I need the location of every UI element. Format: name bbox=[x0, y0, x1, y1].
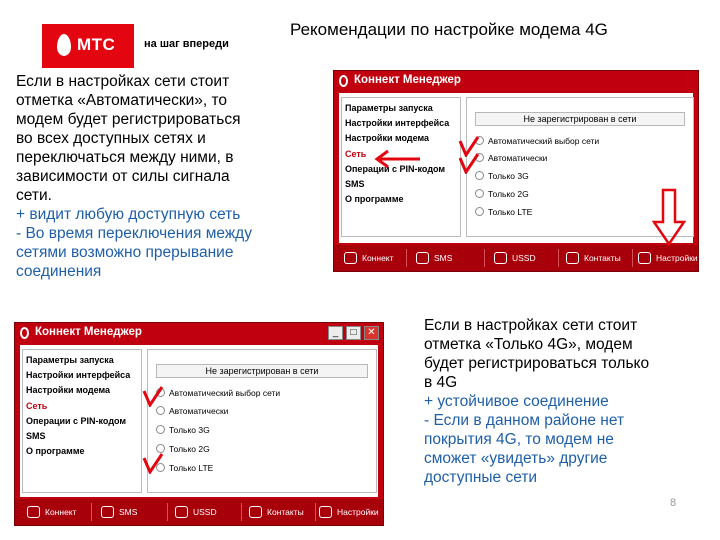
window-body bbox=[339, 93, 693, 243]
radio-icon bbox=[156, 425, 165, 434]
menu-item-sms[interactable]: SMS bbox=[26, 431, 46, 442]
taskbar-divider bbox=[632, 249, 633, 267]
radio-icon bbox=[475, 207, 484, 216]
ussd-icon bbox=[494, 252, 507, 264]
window-title-bar[interactable] bbox=[334, 71, 698, 91]
taskbar-divider bbox=[167, 503, 168, 521]
left-description bbox=[16, 72, 306, 281]
option-label: Автоматически bbox=[488, 153, 548, 163]
text-line: во всех доступных сетях и bbox=[16, 130, 206, 147]
menu-item-startup[interactable]: Параметры запуска bbox=[26, 355, 114, 365]
option-label: Только LTE bbox=[169, 463, 214, 473]
menu-item-about[interactable]: О программе bbox=[345, 194, 404, 205]
option-label: Только 3G bbox=[169, 425, 210, 435]
taskbar-divider bbox=[558, 249, 559, 267]
connect-manager-window-bottom bbox=[14, 322, 384, 526]
arrow-down-icon bbox=[652, 188, 686, 246]
taskbar-contacts[interactable] bbox=[249, 503, 304, 521]
text-line: будет регистрироваться только bbox=[424, 355, 650, 372]
slogan: на шаг впереди bbox=[144, 38, 229, 50]
option-2g-only[interactable] bbox=[156, 444, 210, 454]
taskbar-label: USSD bbox=[193, 507, 217, 517]
taskbar-label: SMS bbox=[434, 253, 453, 263]
option-label: Автоматический выбор сети bbox=[488, 136, 600, 146]
window-title: Коннект Менеджер bbox=[354, 74, 461, 86]
taskbar-divider bbox=[91, 503, 92, 521]
taskbar-label: Контакты bbox=[267, 507, 304, 517]
text-line: в 4G bbox=[424, 374, 458, 391]
disadvantage-line: доступные сети bbox=[424, 469, 538, 486]
text-line: Если в настройках сети стоит bbox=[424, 317, 638, 334]
option-2g-only[interactable] bbox=[475, 189, 529, 199]
option-lte-only[interactable] bbox=[156, 463, 213, 473]
window-title: Коннект Менеджер bbox=[35, 326, 142, 338]
minimize-button[interactable]: _ bbox=[328, 326, 343, 340]
app-logo-icon bbox=[339, 75, 348, 87]
connect-manager-window-top bbox=[333, 70, 699, 272]
option-auto-select[interactable] bbox=[475, 136, 599, 146]
network-status: Не зарегистрирован в сети bbox=[156, 364, 368, 378]
option-label: Только 3G bbox=[488, 171, 529, 181]
option-automatic[interactable] bbox=[156, 406, 228, 416]
logo-text: МТС bbox=[77, 35, 116, 54]
sms-icon bbox=[101, 506, 114, 518]
taskbar-label: SMS bbox=[119, 507, 138, 517]
taskbar-contacts[interactable] bbox=[566, 249, 621, 267]
slide-title: Рекомендации по настройке модема 4G bbox=[290, 20, 608, 39]
taskbar-connect[interactable] bbox=[344, 249, 394, 267]
checkmark-icon bbox=[458, 152, 480, 174]
settings-menu bbox=[22, 349, 142, 493]
mts-logo bbox=[42, 24, 134, 68]
option-auto-select[interactable] bbox=[156, 388, 280, 398]
text-line: Если в настройках сети стоит bbox=[16, 73, 230, 90]
taskbar-label: Контакты bbox=[584, 253, 621, 263]
option-label: Только LTE bbox=[488, 207, 533, 217]
option-label: Только 2G bbox=[488, 189, 529, 199]
checkmark-icon bbox=[142, 452, 164, 474]
taskbar-label: USSD bbox=[512, 253, 536, 263]
taskbar-settings[interactable] bbox=[319, 503, 379, 521]
taskbar-sms[interactable] bbox=[416, 249, 452, 267]
window-controls bbox=[328, 326, 379, 340]
option-automatic[interactable] bbox=[475, 153, 547, 163]
radio-icon bbox=[156, 406, 165, 415]
text-line: модем будет регистрироваться bbox=[16, 111, 241, 128]
taskbar-label: Настройки bbox=[656, 253, 698, 263]
menu-item-interface[interactable]: Настройки интерфейса bbox=[26, 370, 131, 381]
window-body bbox=[20, 345, 378, 497]
text-line: отметка «Только 4G», модем bbox=[424, 336, 633, 353]
contacts-icon bbox=[566, 252, 579, 264]
taskbar-label: Настройки bbox=[337, 507, 379, 517]
disadvantage-line: сетями возможно прерывание bbox=[16, 244, 234, 261]
option-lte-only[interactable] bbox=[475, 207, 532, 217]
disadvantage-line: покрытия 4G, то модем не bbox=[424, 431, 614, 448]
option-3g-only[interactable] bbox=[475, 171, 529, 181]
advantage-line: + видит любую доступную сеть bbox=[16, 206, 241, 223]
network-panel bbox=[147, 349, 377, 493]
network-status: Не зарегистрирован в сети bbox=[475, 112, 685, 126]
option-label: Автоматический выбор сети bbox=[169, 388, 281, 398]
settings-icon bbox=[638, 252, 651, 264]
taskbar-settings[interactable] bbox=[638, 249, 698, 267]
menu-item-about[interactable]: О программе bbox=[26, 446, 85, 457]
checkmark-icon bbox=[142, 385, 164, 407]
sms-icon bbox=[416, 252, 429, 264]
taskbar-label: Коннект bbox=[45, 507, 77, 517]
option-label: Автоматически bbox=[169, 406, 229, 416]
text-line: переключаться между ними, в bbox=[16, 149, 234, 166]
page-number: 8 bbox=[670, 497, 677, 509]
menu-item-modem[interactable]: Настройки модема bbox=[26, 385, 111, 396]
mts-egg-icon bbox=[57, 34, 71, 56]
radio-icon bbox=[475, 189, 484, 198]
text-line: сети. bbox=[16, 187, 52, 204]
disadvantage-line: - Если в данном районе нет bbox=[424, 412, 625, 429]
right-description bbox=[424, 316, 714, 487]
menu-item-network[interactable]: Сеть bbox=[345, 148, 367, 159]
option-3g-only[interactable] bbox=[156, 425, 210, 435]
close-button[interactable]: ✕ bbox=[364, 326, 379, 340]
ussd-icon bbox=[175, 506, 188, 518]
settings-icon bbox=[319, 506, 332, 518]
menu-item-startup[interactable]: Параметры запуска bbox=[345, 103, 433, 113]
maximize-button[interactable]: □ bbox=[346, 326, 361, 340]
connect-icon bbox=[344, 252, 357, 264]
advantage-line: + устойчивое соединение bbox=[424, 393, 609, 410]
taskbar-ussd[interactable] bbox=[494, 249, 536, 267]
taskbar-sms[interactable] bbox=[101, 503, 137, 521]
contacts-icon bbox=[249, 506, 262, 518]
arrow-left-icon bbox=[372, 148, 422, 168]
taskbar-ussd[interactable] bbox=[175, 503, 217, 521]
connect-icon bbox=[27, 506, 40, 518]
taskbar bbox=[15, 499, 383, 525]
text-line: отметка «Автоматически», то bbox=[16, 92, 228, 109]
disadvantage-line: сможет «увидеть» другие bbox=[424, 450, 608, 467]
menu-item-interface[interactable]: Настройки интерфейса bbox=[345, 118, 450, 129]
menu-item-modem[interactable]: Настройки модема bbox=[345, 133, 430, 144]
disadvantage-line: - Во время переключения между bbox=[16, 225, 252, 242]
taskbar bbox=[334, 245, 698, 271]
menu-item-network[interactable]: Сеть bbox=[26, 400, 48, 411]
taskbar-divider bbox=[241, 503, 242, 521]
taskbar-divider bbox=[315, 503, 316, 521]
option-label: Только 2G bbox=[169, 444, 210, 454]
disadvantage-line: соединения bbox=[16, 263, 102, 280]
taskbar-label: Коннект bbox=[362, 253, 394, 263]
taskbar-connect[interactable] bbox=[27, 503, 77, 521]
taskbar-divider bbox=[406, 249, 407, 267]
menu-item-pin[interactable]: Операции с PIN-кодом bbox=[345, 163, 446, 174]
taskbar-divider bbox=[484, 249, 485, 267]
app-logo-icon bbox=[20, 327, 29, 339]
text-line: зависимости от силы сигнала bbox=[16, 168, 230, 185]
menu-item-pin[interactable]: Операции с PIN-кодом bbox=[26, 415, 127, 426]
menu-item-sms[interactable]: SMS bbox=[345, 179, 365, 190]
